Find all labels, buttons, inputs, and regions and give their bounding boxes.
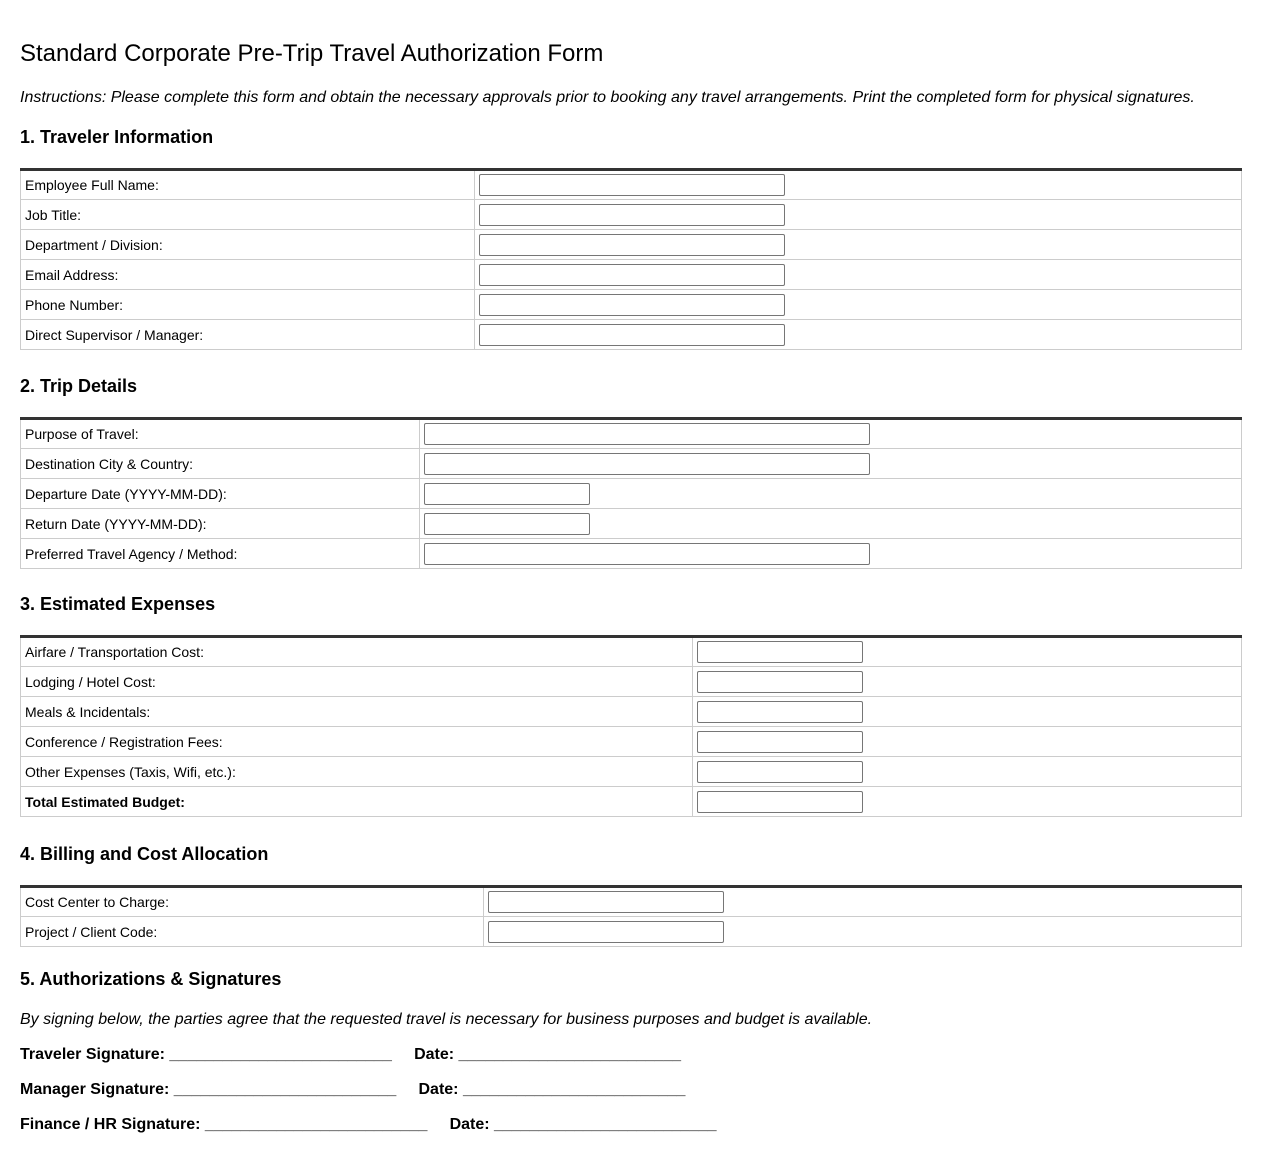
phone-input[interactable] (479, 294, 785, 316)
field-label: Total Estimated Budget: (21, 787, 693, 817)
field-label: Destination City & Country: (21, 449, 420, 479)
field-cell (693, 637, 1242, 667)
field-cell (484, 887, 1242, 917)
field-label: Project / Client Code: (21, 917, 484, 947)
field-label: Email Address: (21, 260, 475, 290)
total-budget-input[interactable] (697, 791, 863, 813)
table-row (21, 230, 1242, 260)
field-label: Lodging / Hotel Cost: (21, 667, 693, 697)
travel-agency-input[interactable] (424, 543, 870, 565)
field-label: Purpose of Travel: (21, 419, 420, 449)
expenses-table (20, 635, 1242, 817)
field-cell (420, 539, 1242, 569)
field-label: Return Date (YYYY-MM-DD): (21, 509, 420, 539)
finance-hr-signature-line: Finance / HR Signature: _________________________ Date: _________________________ (20, 1116, 717, 1133)
section-heading-trip: 2. Trip Details (20, 376, 138, 396)
department-input[interactable] (479, 234, 785, 256)
billing-table (20, 885, 1242, 947)
field-label: Meals & Incidentals: (21, 697, 693, 727)
section-heading-authorizations: 5. Authorizations & Signatures (20, 969, 282, 989)
other-expenses-input[interactable] (697, 761, 863, 783)
field-cell (693, 727, 1242, 757)
departure-date-input[interactable] (424, 483, 590, 505)
table-row (21, 917, 1242, 947)
employee-name-input[interactable] (479, 174, 785, 196)
destination-input[interactable] (424, 453, 870, 475)
field-label: Conference / Registration Fees: (21, 727, 693, 757)
supervisor-input[interactable] (479, 324, 785, 346)
lodging-cost-input[interactable] (697, 671, 863, 693)
field-cell (693, 697, 1242, 727)
table-row (21, 727, 1242, 757)
project-code-input[interactable] (488, 921, 724, 943)
table-row (21, 170, 1242, 200)
table-row (21, 887, 1242, 917)
field-cell (475, 320, 1242, 350)
section-heading-expenses: 3. Estimated Expenses (20, 594, 216, 614)
field-cell (693, 787, 1242, 817)
cost-center-input[interactable] (488, 891, 724, 913)
field-label: Departure Date (YYYY-MM-DD): (21, 479, 420, 509)
field-cell (475, 200, 1242, 230)
field-cell (475, 170, 1242, 200)
table-row (21, 419, 1242, 449)
field-cell (420, 509, 1242, 539)
table-row (21, 667, 1242, 697)
email-input[interactable] (479, 264, 785, 286)
table-row (21, 757, 1242, 787)
table-row (21, 539, 1242, 569)
field-cell (420, 419, 1242, 449)
field-cell (693, 667, 1242, 697)
field-label: Department / Division: (21, 230, 475, 260)
field-label: Employee Full Name: (21, 170, 475, 200)
table-row (21, 637, 1242, 667)
table-row (21, 479, 1242, 509)
field-cell (420, 479, 1242, 509)
field-cell (484, 917, 1242, 947)
field-label: Airfare / Transportation Cost: (21, 637, 693, 667)
table-row (21, 697, 1242, 727)
field-cell (420, 449, 1242, 479)
field-label: Job Title: (21, 200, 475, 230)
table-row (21, 449, 1242, 479)
field-label: Direct Supervisor / Manager: (21, 320, 475, 350)
field-cell (693, 757, 1242, 787)
field-cell (475, 290, 1242, 320)
field-label: Other Expenses (Taxis, Wifi, etc.): (21, 757, 693, 787)
section-heading-traveler: 1. Traveler Information (20, 127, 214, 147)
trip-details-table (20, 417, 1242, 569)
table-row (21, 787, 1242, 817)
purpose-input[interactable] (424, 423, 870, 445)
manager-signature-line: Manager Signature: _________________________ Date: _________________________ (20, 1081, 686, 1098)
signature-intro: By signing below, the parties agree that the requested travel is necessary for business purposes and budget is available. (20, 1011, 873, 1028)
table-row (21, 509, 1242, 539)
field-label: Phone Number: (21, 290, 475, 320)
form-instructions: Instructions: Please complete this form and obtain the necessary approvals prior to booking any travel arrangements. Print the completed form for physical signatures. (20, 89, 1195, 106)
section-heading-billing: 4. Billing and Cost Allocation (20, 844, 269, 864)
table-row (21, 260, 1242, 290)
field-cell (475, 260, 1242, 290)
traveler-signature-line: Traveler Signature: _________________________ Date: _________________________ (20, 1046, 681, 1063)
page-title: Standard Corporate Pre-Trip Travel Authorization Form (20, 40, 604, 67)
field-label: Preferred Travel Agency / Method: (21, 539, 420, 569)
table-row (21, 200, 1242, 230)
traveler-info-table (20, 168, 1242, 350)
job-title-input[interactable] (479, 204, 785, 226)
field-cell (475, 230, 1242, 260)
field-label: Cost Center to Charge: (21, 887, 484, 917)
table-row (21, 320, 1242, 350)
conference-fees-input[interactable] (697, 731, 863, 753)
airfare-cost-input[interactable] (697, 641, 863, 663)
return-date-input[interactable] (424, 513, 590, 535)
table-row (21, 290, 1242, 320)
meals-cost-input[interactable] (697, 701, 863, 723)
